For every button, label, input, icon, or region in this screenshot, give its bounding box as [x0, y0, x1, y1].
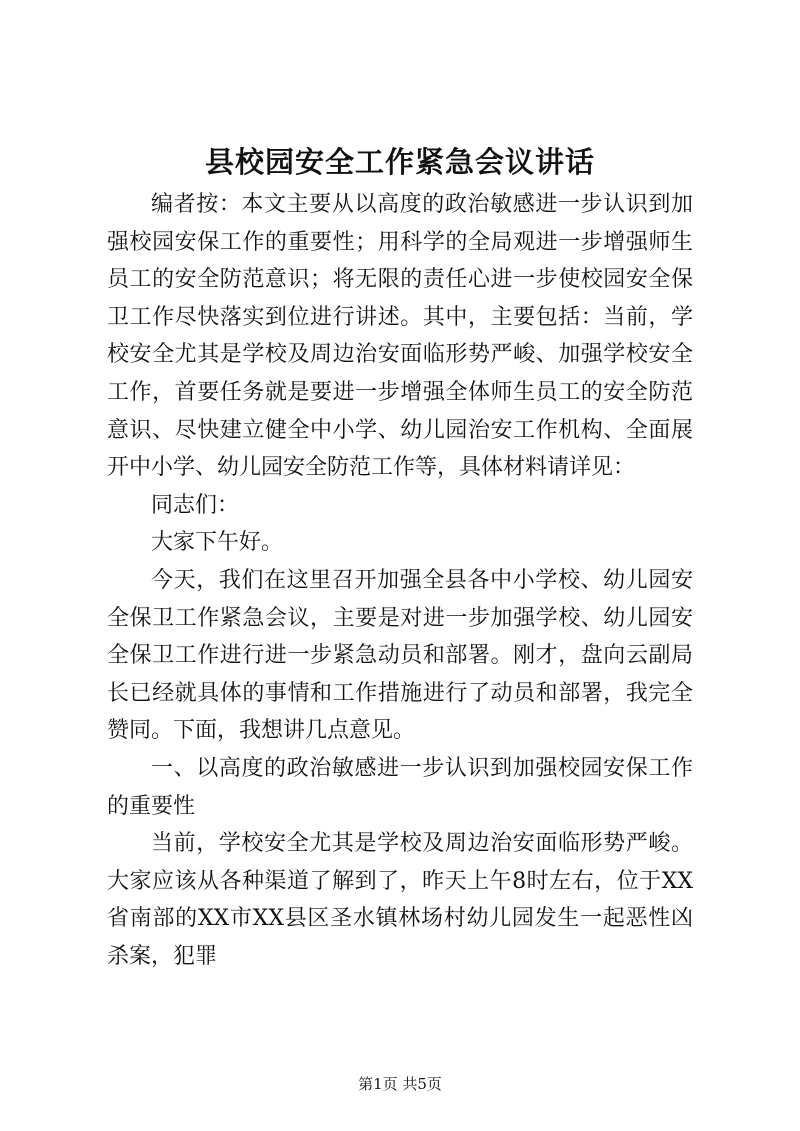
intro-paragraph: 今天，我们在这里召开加强全县各中小学校、幼儿园安全保卫工作紧急会议，主要是对进一步加强学校、幼儿园安全保卫工作进行进一步紧急动员和部署。刚才，盘向云副局长已经就具体的事情和工作措施进行了动员和部署，我完全赞同。下面，我想讲几点意见。 — [107, 567, 693, 744]
page-number-footer: 第1页 共5页 — [358, 1075, 442, 1093]
section-1-paragraph: 当前，学校安全尤其是学校及周边治安面临形势严峻。大家应该从各种渠道了解到了，昨天上午8时左右，位于XX省南部的XX市XX县区圣水镇林场村幼儿园发生一起恶性凶杀案，犯罪 — [107, 831, 693, 969]
editor-note-paragraph: 编者按：本文主要从以高度的政治敏感进一步认识到加强校园安保工作的重要性；用科学的全局观进一步增强师生员工的安全防范意识；将无限的责任心进一步使校园安全保卫工作尽快落实到位进行讲述。其中，主要包括：当前，学校安全尤其是学校及周边治安面临形势严峻、加强学校安全工作，首要任务就是要进一步增强全体师生员工的安全防范意识、尽快建立健全中小学、幼儿园治安工作机构、全面展开中小学、幼儿园安全防范工作等，具体材料请详见： — [107, 192, 693, 481]
salutation-paragraph: 同志们： — [151, 492, 240, 518]
greeting-paragraph: 大家下午好。 — [151, 530, 284, 556]
section-heading-1: 一、以高度的政治敏感进一步认识到加强校园安保工作的重要性 — [107, 755, 693, 819]
document-body — [107, 186, 693, 975]
document-title: 县校园安全工作紧急会议讲话 — [204, 145, 595, 179]
